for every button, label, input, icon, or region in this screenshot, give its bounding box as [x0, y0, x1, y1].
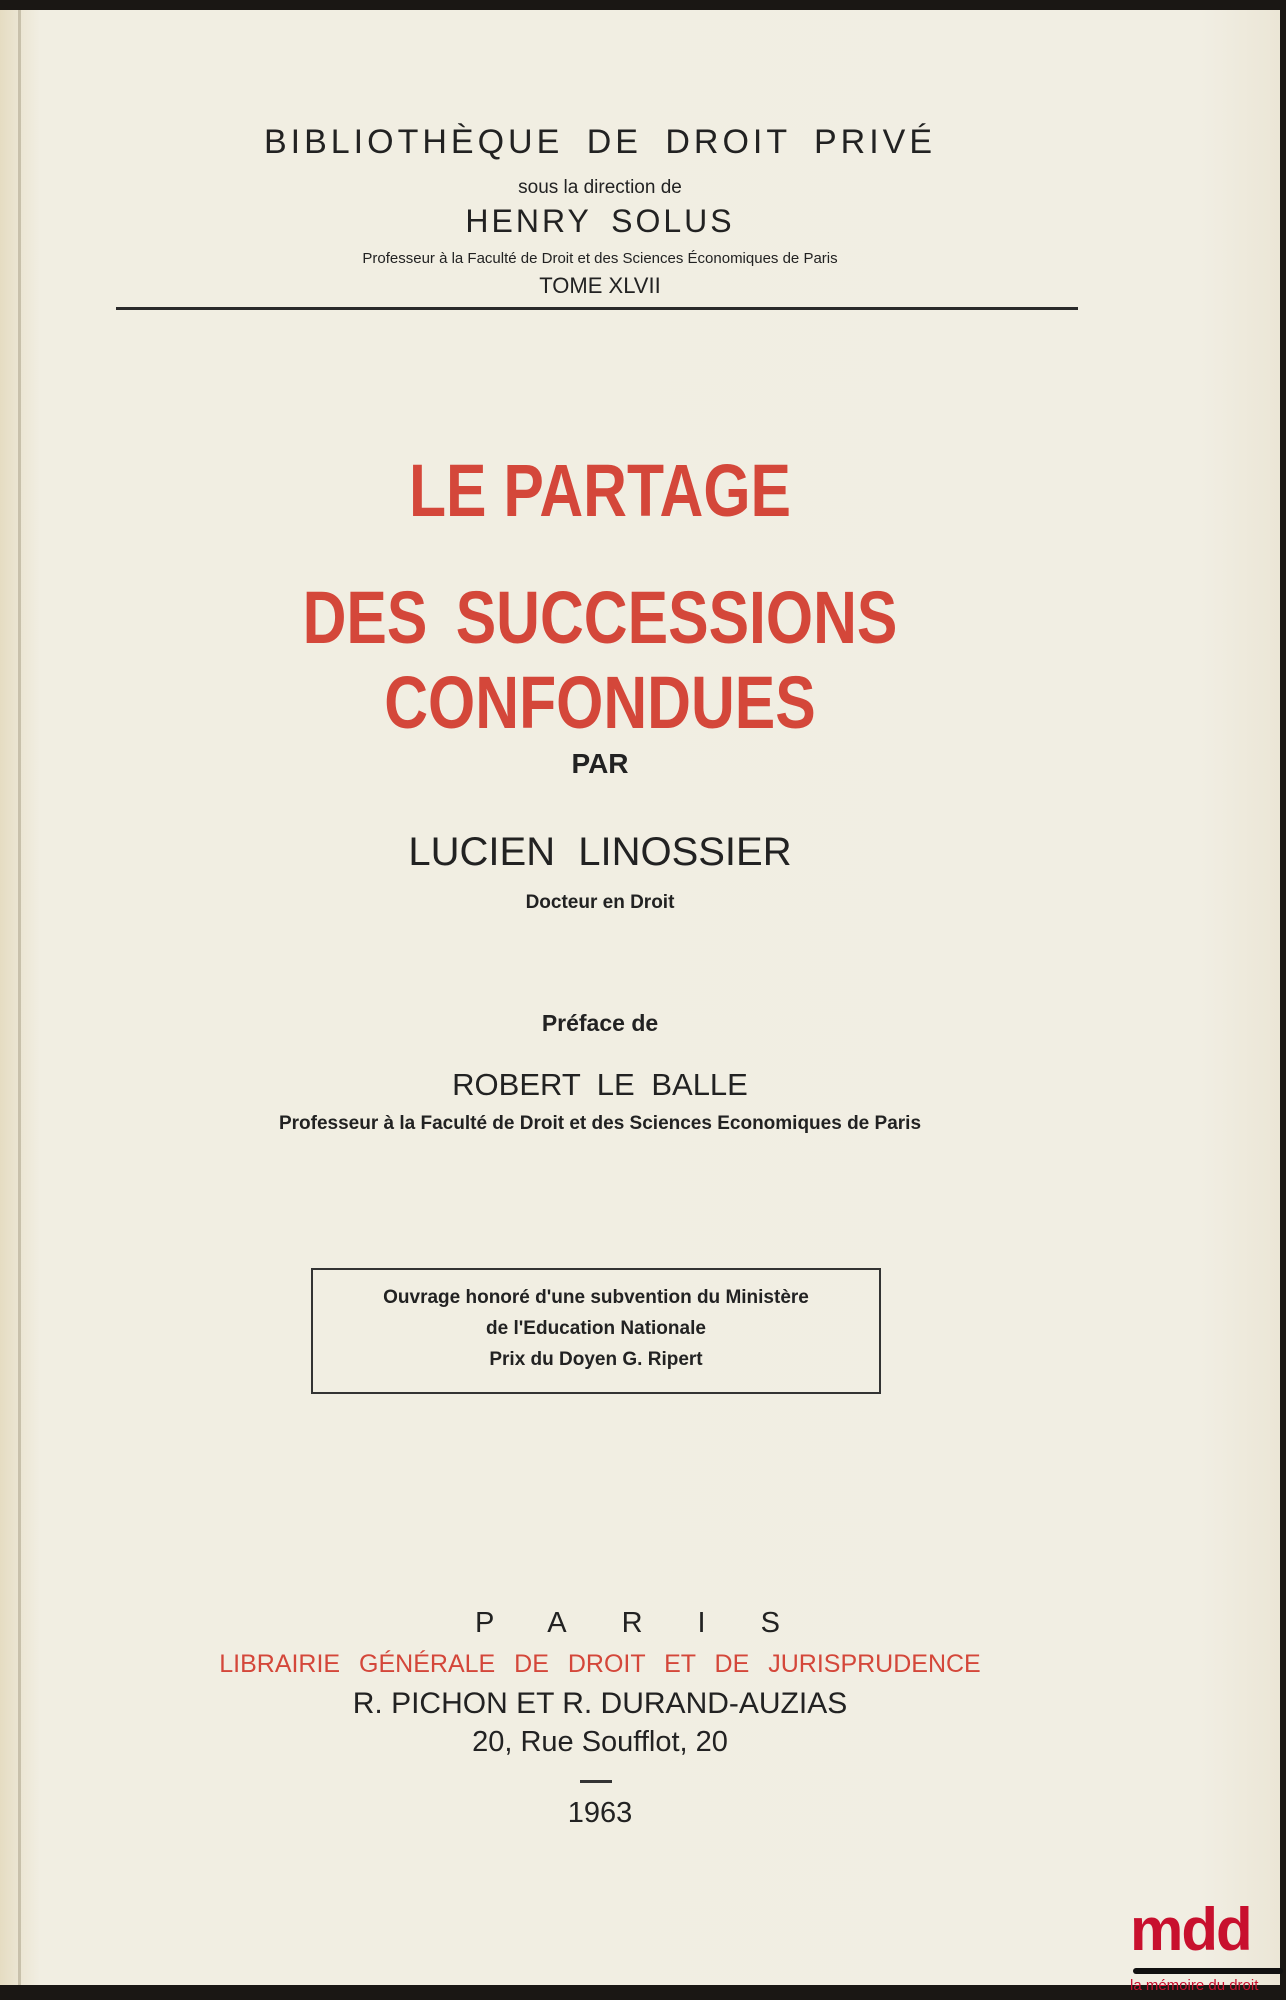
- award-box: [311, 1268, 881, 1394]
- author-name: LUCIEN LINOSSIER: [408, 830, 792, 874]
- book-title-line-1: LE PARTAGE: [408, 449, 792, 532]
- preface-author-title: Professeur à la Faculté de Droit et des Sciences Economiques de Paris: [278, 1113, 922, 1134]
- publisher-address: 20, Rue Soufflot, 20: [472, 1726, 728, 1758]
- mdd-logo: [1130, 1895, 1286, 2000]
- separator-dash: [580, 1780, 612, 1783]
- publication-year: 1963: [567, 1797, 633, 1829]
- publisher-name: LIBRAIRIE GÉNÉRALE DE DROIT ET DE JURISPRUDENCE: [219, 1650, 981, 1678]
- tome-number: TOME XLVII: [539, 273, 661, 298]
- preface-label: Préface de: [541, 1010, 659, 1036]
- preface-author: ROBERT LE BALLE: [452, 1067, 748, 1102]
- logo-mark: mdd: [1130, 1896, 1251, 1963]
- award-line: de l'Education Nationale: [486, 1318, 706, 1339]
- logo-tagline: la mémoire du droit: [1130, 1977, 1259, 1994]
- title-page: [0, 10, 1280, 1985]
- logo-bar: [1133, 1968, 1283, 1974]
- header-rule: [116, 307, 1078, 310]
- series-director: HENRY SOLUS: [465, 203, 735, 239]
- by-label: PAR: [571, 748, 629, 779]
- author-title: Docteur en Droit: [525, 892, 675, 913]
- imprint-city: PARIS: [475, 1607, 835, 1639]
- book-title-line-2: DES SUCCESSIONS CONFONDUES: [302, 576, 898, 744]
- direction-label: sous la direction de: [518, 177, 682, 198]
- award-line: Prix du Doyen G. Ripert: [489, 1349, 703, 1370]
- award-line: Ouvrage honoré d'une subvention du Ministère: [383, 1287, 809, 1308]
- series-title: BIBLIOTHÈQUE DE DROIT PRIVÉ: [263, 123, 937, 161]
- printers-name: R. PICHON ET R. DURAND-AUZIAS: [352, 1687, 848, 1720]
- director-title: Professeur à la Faculté de Droit et des Sciences Économiques de Paris: [362, 250, 838, 267]
